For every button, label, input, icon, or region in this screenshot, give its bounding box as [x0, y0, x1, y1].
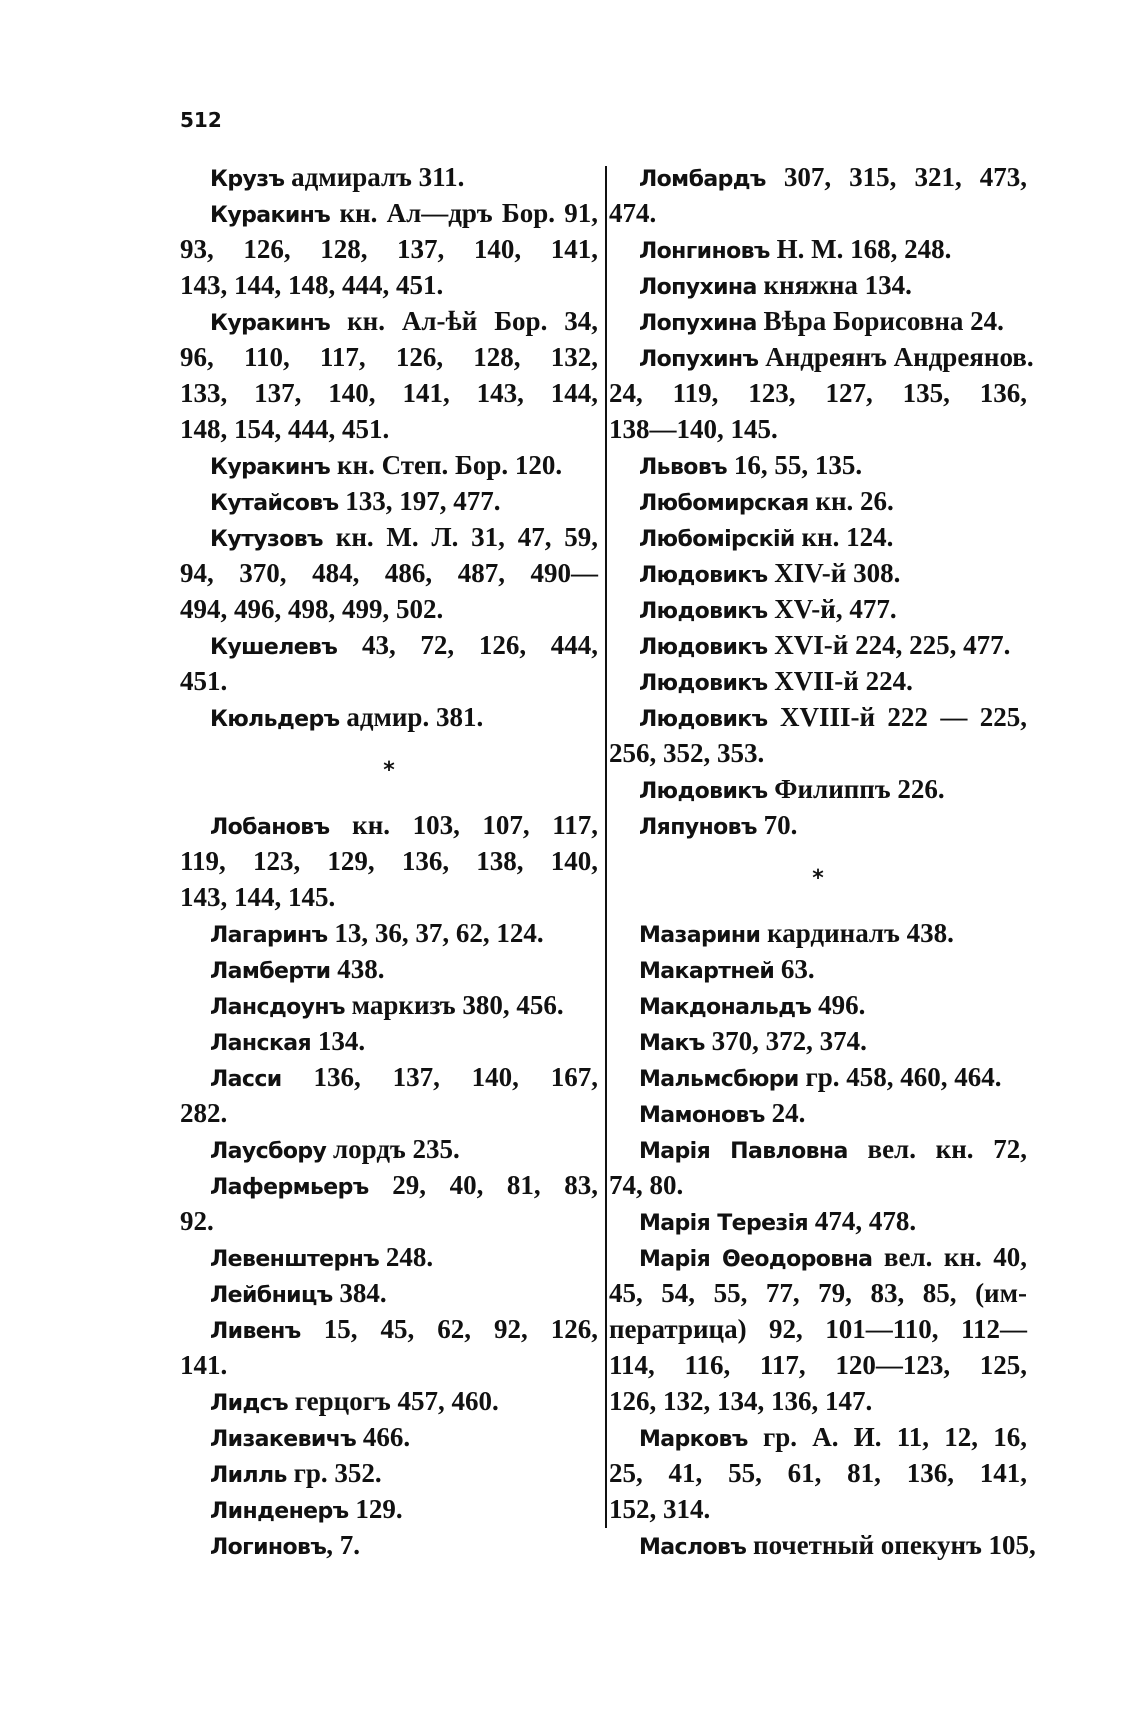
index-entry-line: 119, 123, 129, 136, 138, 140, [180, 846, 598, 876]
index-entry [180, 1383, 598, 1419]
index-entry-line [180, 1383, 598, 1419]
entry-name: Лаусбору [210, 1139, 327, 1164]
index-entry-line [180, 1419, 598, 1455]
index-entry [180, 519, 598, 627]
index-entry [180, 303, 598, 447]
entry-name: Макартней [639, 959, 775, 984]
index-entry [609, 951, 1027, 987]
index-entry-line [180, 1455, 598, 1491]
index-entry [180, 1275, 598, 1311]
index-entry [609, 1419, 1027, 1527]
entry-name: Линденеръ [210, 1499, 349, 1524]
index-entry-line [609, 231, 1027, 267]
entry-name: Кюльдеръ [210, 707, 340, 732]
entry-name: Куракинъ [210, 455, 331, 480]
index-entry [609, 267, 1027, 303]
entry-name: Лонгиновъ [639, 239, 770, 264]
index-entry-line: 93, 126, 128, 137, 140, 141, [180, 234, 598, 264]
entry-name: Людовикъ [639, 599, 768, 624]
entry-pages: 438. [330, 954, 385, 984]
entry-name: Людовикъ [639, 779, 768, 804]
entry-pages: 129. [348, 1494, 403, 1524]
index-entry-line [180, 159, 598, 195]
index-entry-line: 143, 144, 145. [180, 882, 336, 912]
entry-name: Мамоновъ [639, 1103, 765, 1128]
index-entry-line [609, 987, 1027, 1023]
entry-name: Марія Терезія [639, 1211, 809, 1236]
index-entry [180, 1131, 598, 1167]
index-entry-line: 282. [180, 1098, 228, 1128]
index-entry-line [180, 699, 598, 735]
section-separator-star: * [812, 866, 824, 891]
entry-pages: гр. А. И. 11, 12, 16, [747, 1422, 1027, 1452]
index-entry-line: 474. [609, 198, 657, 228]
entry-pages: 496. [811, 990, 866, 1020]
index-entry-line: 92. [180, 1206, 214, 1236]
entry-name: Любомірскій [639, 527, 795, 552]
entry-name: Людовикъ [639, 671, 768, 696]
entry-pages: кн. Ал-ѣй Бор. 34, [330, 306, 598, 336]
entry-pages: Н. М. 168, 248. [769, 234, 952, 264]
entry-pages: адмиралъ 311. [284, 162, 465, 192]
index-entry-line [609, 1131, 1027, 1167]
index-entry-line: 133, 137, 140, 141, 143, 144, [180, 378, 598, 408]
entry-pages: 248. [379, 1242, 434, 1272]
entry-name: Марія Θеодоровна [639, 1247, 873, 1272]
index-entry-line [180, 951, 598, 987]
entry-pages: 307, 315, 321, 473, [765, 162, 1027, 192]
entry-name: Кушелевъ [210, 635, 338, 660]
index-entry-line [180, 627, 598, 663]
entry-pages: маркизъ 380, 456. [344, 990, 564, 1020]
index-entry [609, 447, 1027, 483]
index-entry-line: 25, 41, 55, 61, 81, 136, 141, [609, 1458, 1027, 1488]
entry-pages: 13, 36, 37, 62, 124. [327, 918, 544, 948]
entry-name: Лилль [210, 1463, 287, 1488]
index-entry [180, 1455, 598, 1491]
index-entry [609, 555, 1027, 591]
index-entry-line [609, 915, 1027, 951]
index-entry-line [609, 1059, 1027, 1095]
entry-name: Ламберти [210, 959, 331, 984]
entry-pages: вел. кн. 40, [872, 1242, 1027, 1272]
index-entry [180, 987, 598, 1023]
index-entry-line [180, 483, 598, 519]
entry-pages: 474, 478. [808, 1206, 917, 1236]
entry-pages: адмир. 381. [339, 702, 484, 732]
index-entry [609, 303, 1027, 339]
entry-pages: 16, 55, 135. [727, 450, 863, 480]
index-entry-line [180, 303, 598, 339]
index-entry-line [609, 447, 1027, 483]
index-entry [609, 1095, 1027, 1131]
index-column-left [180, 159, 598, 1563]
index-entry [609, 483, 1027, 519]
index-entry-line [609, 663, 1027, 699]
entry-pages: 15, 45, 62, 92, 126, [300, 1314, 598, 1344]
entry-name: Куракинъ [210, 311, 331, 336]
index-entry [609, 915, 1027, 951]
entry-pages: 384. [332, 1278, 387, 1308]
index-entry-line: 256, 352, 353. [609, 738, 765, 768]
index-entry-line: 96, 110, 117, 126, 128, 132, [180, 342, 598, 372]
index-entry-line [180, 1275, 598, 1311]
entry-pages: XVIII-й 222 — 225, [767, 702, 1027, 732]
index-entry-line [609, 303, 1027, 339]
entry-name: Львовъ [639, 455, 728, 480]
entry-name: Лагаринъ [210, 923, 328, 948]
index-entry [180, 1239, 598, 1275]
entry-name: Кутузовъ [210, 527, 323, 552]
index-entry [180, 1167, 598, 1239]
index-entry-line [180, 987, 598, 1023]
index-entry-line [180, 1059, 598, 1095]
entry-name: Макдональдъ [639, 995, 812, 1020]
index-entry [180, 1527, 598, 1563]
index-entry-line [609, 951, 1027, 987]
index-entry [609, 987, 1027, 1023]
index-entry-line: 451. [180, 666, 228, 696]
entry-name: Ляпуновъ [639, 815, 757, 840]
index-entry [180, 1059, 598, 1131]
index-entry [609, 771, 1027, 807]
index-entry-line [609, 159, 1027, 195]
entry-name: Мазарини [639, 923, 761, 948]
index-entry [180, 699, 598, 735]
index-entry-line [609, 1527, 1036, 1563]
entry-pages: княжна 134. [756, 270, 912, 300]
index-entry-line: 143, 144, 148, 444, 451. [180, 270, 444, 300]
index-entry-line [180, 1167, 598, 1203]
index-entry-line [180, 447, 598, 483]
entry-name: Лейбницъ [210, 1283, 333, 1308]
index-entry-line: 148, 154, 444, 451. [180, 414, 390, 444]
index-entry [609, 699, 1027, 771]
index-entry-line [609, 771, 1027, 807]
entry-pages: Вѣра Борисовна 24. [756, 306, 1004, 336]
entry-pages: , 7. [326, 1530, 361, 1560]
index-entry-line [609, 699, 1027, 735]
entry-name: Любомирская [639, 491, 809, 516]
entry-name: Марковъ [639, 1427, 748, 1452]
entry-pages: вел. кн. 72, [847, 1134, 1027, 1164]
entry-name: Кутайсовъ [210, 491, 339, 516]
entry-name: Марія Павловна [639, 1139, 848, 1164]
index-entry-line [609, 1095, 1027, 1131]
index-entry [609, 1059, 1027, 1095]
index-entry-line [180, 1023, 598, 1059]
index-entry-line [609, 555, 1027, 591]
index-entry [609, 159, 1027, 231]
entry-name: Лобановъ [210, 815, 330, 840]
entry-pages: XVI-й 224, 225, 477. [767, 630, 1011, 660]
index-entry-line [180, 807, 598, 843]
entry-pages: 133, 197, 477. [338, 486, 501, 516]
index-column-right [609, 159, 1036, 1563]
entry-name: Лафермьеръ [210, 1175, 369, 1200]
index-entry-line [180, 1131, 598, 1167]
entry-name: Людовикъ [639, 563, 768, 588]
index-entry-line: 126, 132, 134, 136, 147. [609, 1386, 873, 1416]
index-entry-line: 45, 54, 55, 77, 79, 83, 85, (им- [609, 1278, 1027, 1308]
index-entry-line [180, 195, 598, 231]
entry-name: Лопухина [639, 311, 757, 336]
index-entry-line: 494, 496, 498, 499, 502. [180, 594, 444, 624]
index-entry-line [609, 1419, 1027, 1455]
index-entry [609, 1131, 1027, 1203]
index-entry-line [609, 1023, 1027, 1059]
entry-pages: кн. М. Л. 31, 47, 59, [322, 522, 598, 552]
index-entry-line [609, 267, 1027, 303]
entry-pages: герцогъ 457, 460. [288, 1386, 499, 1416]
entry-pages: кардиналъ 438. [760, 918, 954, 948]
entry-name: Логиновъ [210, 1535, 327, 1560]
index-entry [609, 519, 1027, 555]
index-entry-line: ператрица) 92, 101—110, 112— [609, 1314, 1027, 1344]
index-entry-line [609, 627, 1027, 663]
index-entry-line [180, 519, 598, 555]
entry-name: Людовикъ [639, 635, 768, 660]
entry-name: Лизакевичъ [210, 1427, 357, 1452]
entry-pages: 466. [356, 1422, 411, 1452]
index-entry-line: 94, 370, 484, 486, 487, 490— [180, 558, 598, 588]
entry-pages: 136, 137, 140, 167, [281, 1062, 598, 1092]
entry-pages: Андреянъ Андреянов. [758, 342, 1034, 372]
index-entry [609, 663, 1027, 699]
index-entry [180, 807, 598, 915]
entry-pages: кн. Ал—дръ Бор. 91, [330, 198, 598, 228]
index-entry-line [609, 483, 1027, 519]
entry-pages: кн. 26. [808, 486, 894, 516]
index-entry [180, 447, 598, 483]
index-entry [180, 951, 598, 987]
index-entry [609, 231, 1027, 267]
index-entry [609, 1527, 1036, 1563]
index-entry-line [609, 807, 1027, 843]
index-entry [180, 915, 598, 951]
index-entry-line [609, 1203, 1027, 1239]
entry-pages: XVII-й 224. [767, 666, 913, 696]
entry-pages: лордъ 235. [326, 1134, 460, 1164]
page-number: 512 [180, 108, 222, 132]
entry-pages: 70. [756, 810, 798, 840]
entry-name: Мальмсбюри [639, 1067, 799, 1092]
index-entry-line [180, 1527, 598, 1563]
index-entry [180, 627, 598, 699]
entry-pages: XIV-й 308. [767, 558, 901, 588]
entry-name: Ласси [210, 1067, 282, 1092]
index-entry [180, 483, 598, 519]
index-entry-line [609, 339, 1034, 375]
entry-name: Макъ [639, 1031, 705, 1056]
index-entry-line [180, 1491, 598, 1527]
index-entry-line [609, 1239, 1027, 1275]
entry-pages: Филиппъ 226. [767, 774, 945, 804]
index-entry [180, 1023, 598, 1059]
entry-pages: кн. Степ. Бор. 120. [330, 450, 563, 480]
entry-pages: 24. [764, 1098, 806, 1128]
entry-name: Масловъ [639, 1535, 747, 1560]
index-entry-line [609, 519, 1027, 555]
section-separator-star: * [383, 758, 395, 783]
entry-pages: гр. 352. [286, 1458, 382, 1488]
index-entry-line [180, 1311, 598, 1347]
index-entry [180, 1491, 598, 1527]
entry-name: Левенштернъ [210, 1247, 380, 1272]
index-entry-line: 24, 119, 123, 127, 135, 136, [609, 378, 1027, 408]
index-entry [609, 627, 1027, 663]
index-entry-line: 74, 80. [609, 1170, 684, 1200]
column-divider [605, 166, 607, 1528]
entry-pages: 370, 372, 374. [704, 1026, 867, 1056]
entry-name: Лопухинъ [639, 347, 759, 372]
index-entry-line: 138—140, 145. [609, 414, 778, 444]
entry-name: Ланская [210, 1031, 312, 1056]
index-entry [609, 807, 1027, 843]
entry-pages: 29, 40, 81, 83, [368, 1170, 598, 1200]
index-entry [180, 195, 598, 303]
entry-name: Людовикъ [639, 707, 768, 732]
entry-name: Лопухина [639, 275, 757, 300]
entry-name: Лидсъ [210, 1391, 289, 1416]
index-entry-line: 114, 116, 117, 120—123, 125, [609, 1350, 1027, 1380]
entry-name: Ливенъ [210, 1319, 301, 1344]
index-entry-line: 152, 314. [609, 1494, 711, 1524]
entry-name: Лансдоунъ [210, 995, 345, 1020]
entry-pages: гр. 458, 460, 464. [798, 1062, 1002, 1092]
index-entry [609, 1203, 1027, 1239]
index-entry [180, 1419, 598, 1455]
index-entry [180, 1311, 598, 1383]
entry-pages: 63. [774, 954, 815, 984]
index-entry-line: 141. [180, 1350, 228, 1380]
entry-pages: кн. 124. [794, 522, 894, 552]
index-entry-line [609, 591, 1027, 627]
index-entry [609, 1239, 1027, 1419]
entry-pages: 43, 72, 126, 444, [337, 630, 598, 660]
index-entry [609, 339, 1034, 447]
index-entry-line [180, 1239, 598, 1275]
entry-name: Куракинъ [210, 203, 331, 228]
entry-name: Крузъ [210, 167, 285, 192]
entry-pages: кн. 103, 107, 117, [329, 810, 598, 840]
index-entry [180, 159, 598, 195]
index-entry [609, 591, 1027, 627]
entry-pages: 134. [311, 1026, 366, 1056]
entry-pages: почетный опекунъ 105, [746, 1530, 1036, 1560]
index-entry [609, 1023, 1027, 1059]
entry-pages: XV-й, 477. [767, 594, 897, 624]
entry-name: Ломбардъ [639, 167, 766, 192]
index-entry-line [180, 915, 598, 951]
